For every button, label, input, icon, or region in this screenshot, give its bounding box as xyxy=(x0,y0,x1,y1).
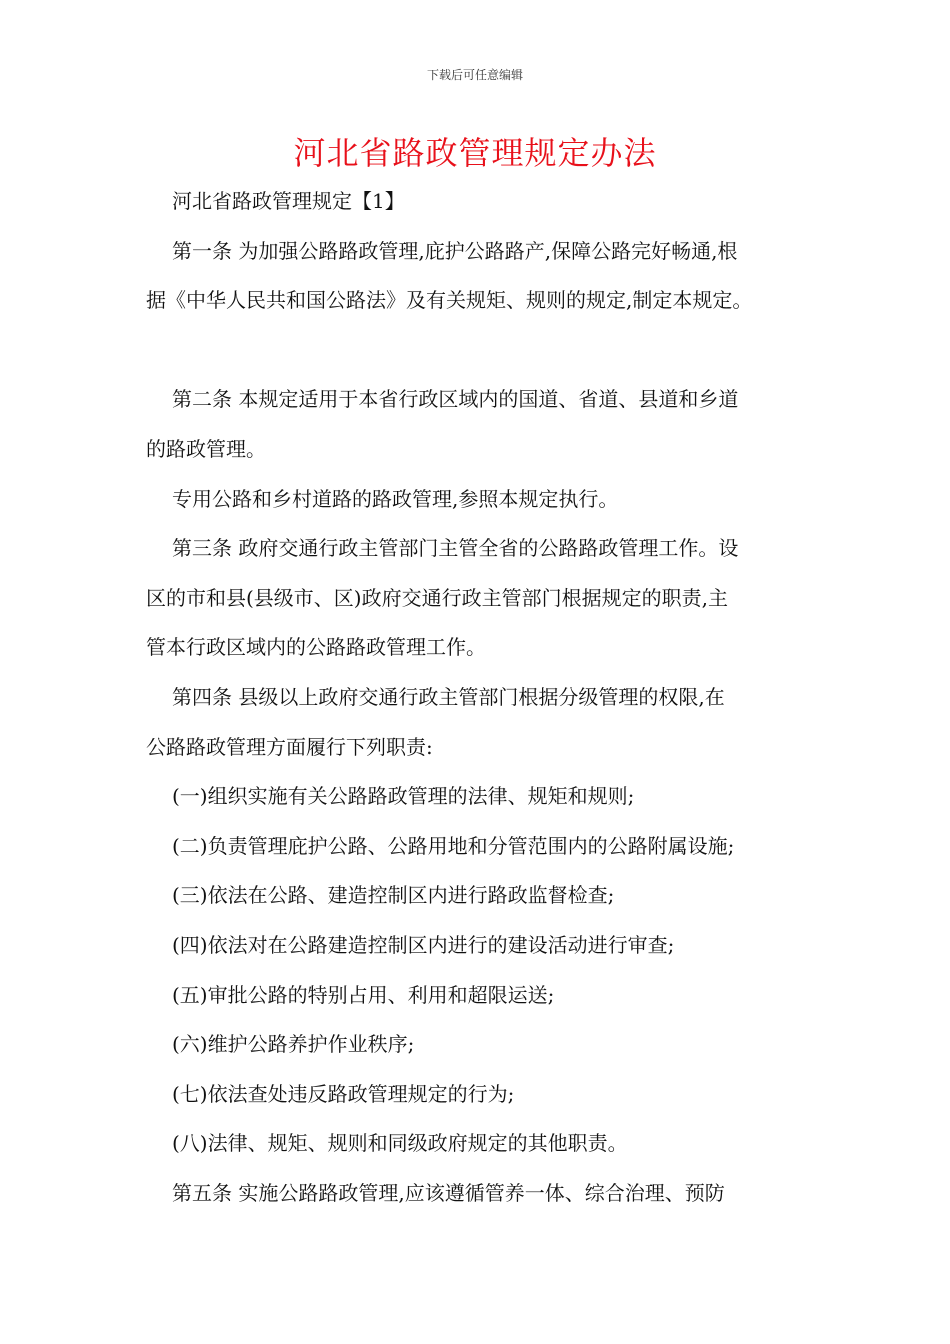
text-line: 区的市和县(县级市、区)政府交通行政主管部门根据规定的职责,主 xyxy=(146,585,728,610)
text-line: 专用公路和乡村道路的路政管理,参照本规定执行。 xyxy=(172,486,619,511)
text-line: (一)组织实施有关公路路政管理的法律、规矩和规则; xyxy=(172,784,635,809)
text-line: (七)依法查处违反路政管理规定的行为; xyxy=(172,1081,515,1106)
text-line: (二)负责管理庇护公路、公路用地和分管范围内的公路附属设施; xyxy=(172,833,735,858)
text-line: 公路路政管理方面履行下列职责: xyxy=(146,734,433,759)
document-title: 河北省路政管理规定办法 xyxy=(293,134,657,172)
text-line: (六)维护公路养护作业秩序; xyxy=(172,1032,415,1057)
text-line: (三)依法在公路、建造控制区内进行路政监督检查; xyxy=(172,883,615,908)
text-line: 第一条 为加强公路路政管理,庇护公路路产,保障公路完好畅通,根 xyxy=(172,238,738,263)
text-line: 第四条 县级以上政府交通行政主管部门根据分级管理的权限,在 xyxy=(172,684,725,709)
text-line: (五)审批公路的特别占用、利用和超限运送; xyxy=(172,982,555,1007)
text-line: 据《中华人民共和国公路法》及有关规矩、规则的规定,制定本规定。 xyxy=(146,288,753,313)
text-line: 的路政管理。 xyxy=(146,436,266,461)
text-line: 第五条 实施公路路政管理,应该遵循管养一体、综合治理、预防 xyxy=(172,1180,725,1205)
text-line: 第二条 本规定适用于本省行政区域内的国道、省道、县道和乡道 xyxy=(172,387,739,412)
document-body xyxy=(146,184,826,1225)
text-line: 河北省路政管理规定【1】 xyxy=(172,189,405,213)
blank-line xyxy=(146,333,826,383)
text-line: (八)法律、规矩、规则和同级政府规定的其他职责。 xyxy=(172,1131,628,1156)
text-line: 第三条 政府交通行政主管部门主管全省的公路路政管理工作。设 xyxy=(172,536,739,561)
text-line: (四)依法对在公路建造控制区内进行的建设活动进行审查; xyxy=(172,932,675,957)
header-note: 下载后可任意编辑 xyxy=(426,68,523,82)
text-line: 管本行政区域内的公路路政管理工作。 xyxy=(146,635,486,660)
